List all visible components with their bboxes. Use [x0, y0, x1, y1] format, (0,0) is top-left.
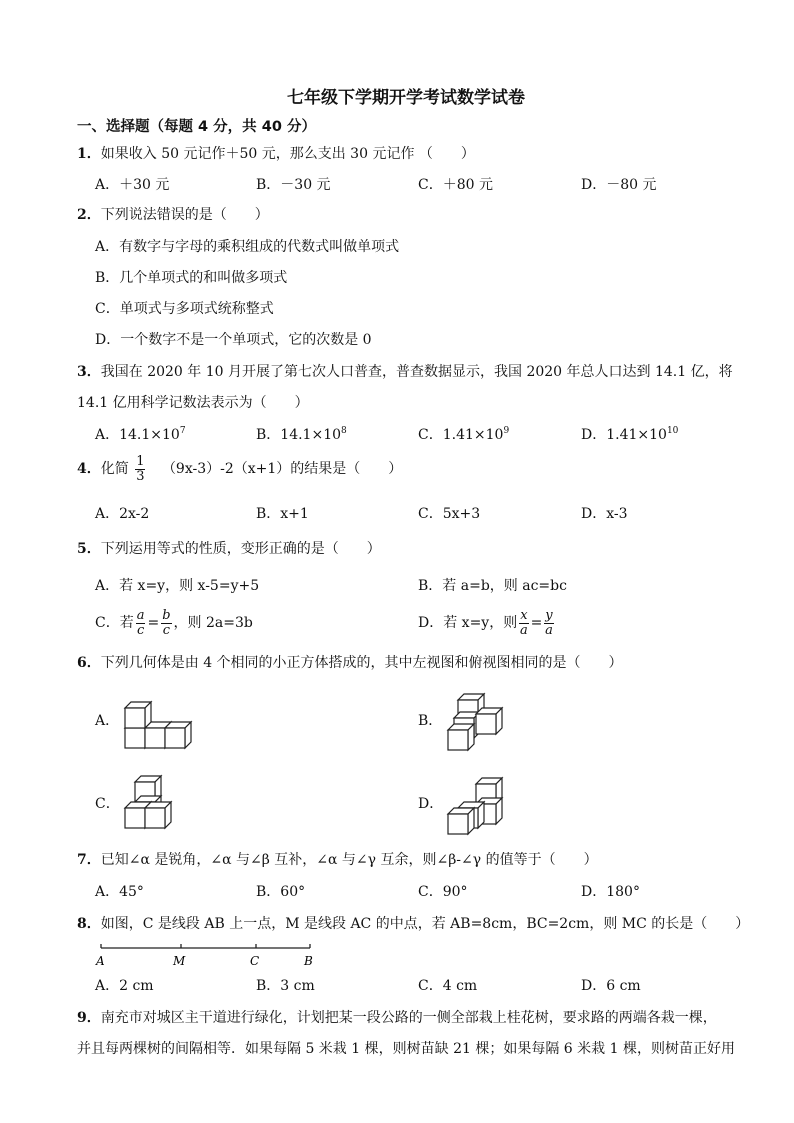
question-stem: 如果收入 50 元记作＋50 元，那么支出 30 元记作 （ ） [100, 146, 475, 162]
point-m-label: M [173, 954, 186, 968]
point-a-label: A [96, 954, 105, 968]
question-lead: 化简 [100, 461, 129, 477]
question-7 [77, 853, 598, 867]
option-c: C．90° [418, 884, 468, 900]
question-stem: 如图，C 是线段 AB 上一点，M 是线段 AC 的中点，若 AB=8cm，BC=2cm，则 MC 的长是（ ） [100, 916, 750, 932]
question-number: 8． [77, 916, 101, 932]
option-c: C．＋80 元 [418, 177, 493, 193]
option-b: B．x+1 [256, 506, 309, 522]
question-stem: 南充市对城区主干道进行绿化，计划把某一段公路的一侧全部栽上桂花树，要求路的两端各栽一棵， [100, 1010, 717, 1026]
page-title: 七年级下学期开学考试数学试卷 [287, 88, 525, 108]
fraction-one-third: $\frac{1}{3}$ [136, 453, 145, 484]
option-d: D．一个数字不是一个单项式，它的次数是 0 [95, 332, 372, 348]
option-c: C．5x+3 [418, 506, 481, 522]
fraction: $\frac{y}{a}$ [545, 607, 553, 638]
option-c: C． [95, 796, 120, 812]
option-c: C．$1.41\times 10^9$ [418, 426, 510, 443]
question-number: 2． [77, 207, 101, 223]
question-stem: 下列几何体是由 4 个相同的小正方体搭成的，其中左视图和俯视图相同的是（ ） [100, 655, 623, 671]
question-number: 3． [77, 364, 101, 380]
option-d: D． [418, 796, 444, 812]
question-stem: 下列说法错误的是（ ） [100, 207, 269, 223]
point-c-label: C [250, 954, 260, 968]
exponent: 10 [666, 426, 679, 436]
section-heading: 一、选择题（每题 4 分，共 40 分） [77, 119, 316, 135]
question-stem-continued: 14.1 亿用科学记数法表示为（ ） [77, 395, 309, 411]
option-d: D．$1.41\times 10^{10}$ [581, 426, 679, 443]
option-b: B．若 a=b，则 ac=bc [418, 578, 567, 594]
question-number: 7． [77, 852, 101, 868]
cube-figure-b [446, 690, 508, 752]
question-number: 9． [77, 1010, 101, 1026]
question-1 [77, 147, 475, 161]
option-d: D．180° [581, 884, 640, 900]
option-d: D．－80 元 [581, 177, 657, 193]
question-5 [77, 542, 381, 556]
cube-figure-a [125, 700, 207, 750]
question-stem: 我国在 2020 年 10 月开展了第七次人口普查，普查数据显示，我国 2020 年总人口达到 14.1 亿，将 [100, 364, 733, 380]
option-a: A．2 cm [95, 978, 154, 994]
exponent: 9 [503, 426, 510, 436]
question-number: 1． [77, 146, 101, 162]
question-2 [77, 208, 269, 222]
question-number: 5． [77, 541, 101, 557]
option-a: A．2x-2 [95, 506, 150, 522]
option-c: C．4 cm [418, 978, 478, 994]
fraction: $\frac{x}{a}$ [520, 607, 528, 638]
option-b: B．60° [256, 884, 306, 900]
option-d: D．6 cm [581, 978, 641, 994]
option-a: A．＋30 元 [95, 177, 170, 193]
question-3 [77, 365, 733, 379]
question-number: 4． [77, 461, 101, 477]
question-stem-continued: 并且每两棵树的间隔相等．如果每隔 5 米栽 1 棵，则树苗缺 21 棵；如果每隔 6 米栽 1 棵，则树苗正好用 [77, 1041, 735, 1057]
exponent: 7 [179, 426, 186, 436]
question-8 [77, 917, 749, 931]
option-a: A．$14.1\times 10^7$ [95, 426, 186, 443]
line-segment-figure [95, 940, 320, 970]
question-stem: （9x-3）-2（x+1）的结果是（ ） [161, 461, 403, 477]
question-number: 6． [77, 655, 101, 671]
fraction: $\frac{b}{c}$ [162, 607, 171, 638]
option-c: C．若 $\frac{a}{c}$ = $\frac{b}{c}$ ，则 2a=3b [95, 607, 253, 638]
option-b: B．－30 元 [256, 177, 331, 193]
option-d: D．x-3 [581, 506, 628, 522]
option-a: A．若 x=y，则 x-5=y+5 [95, 578, 260, 594]
option-b: B．$14.1\times 10^8$ [256, 426, 347, 443]
cube-figure-c [125, 774, 187, 830]
option-a: A． [95, 713, 120, 729]
question-9 [77, 1011, 717, 1025]
question-stem: 已知∠α 是锐角，∠α 与∠β 互补，∠α 与∠γ 互余，则∠β-∠γ 的值等于（ ） [100, 852, 598, 868]
question-stem: 下列运用等式的性质，变形正确的是（ ） [100, 541, 381, 557]
option-b: B．几个单项式的和叫做多项式 [95, 270, 288, 286]
option-d: D．若 x=y，则 $\frac{x}{a}$ = $\frac{y}{a}$ [418, 607, 553, 638]
option-b: B． [418, 713, 443, 729]
option-a: A．45° [95, 884, 144, 900]
exponent: 8 [341, 426, 347, 436]
question-6 [77, 656, 623, 670]
point-b-label: B [304, 954, 313, 968]
cube-figure-d [446, 776, 516, 838]
option-a: A．有数字与字母的乘积组成的代数式叫做单项式 [95, 239, 400, 255]
option-c: C．单项式与多项式统称整式 [95, 301, 274, 317]
fraction: $\frac{a}{c}$ [136, 607, 145, 638]
question-4 [77, 454, 402, 484]
option-b: B．3 cm [256, 978, 315, 994]
